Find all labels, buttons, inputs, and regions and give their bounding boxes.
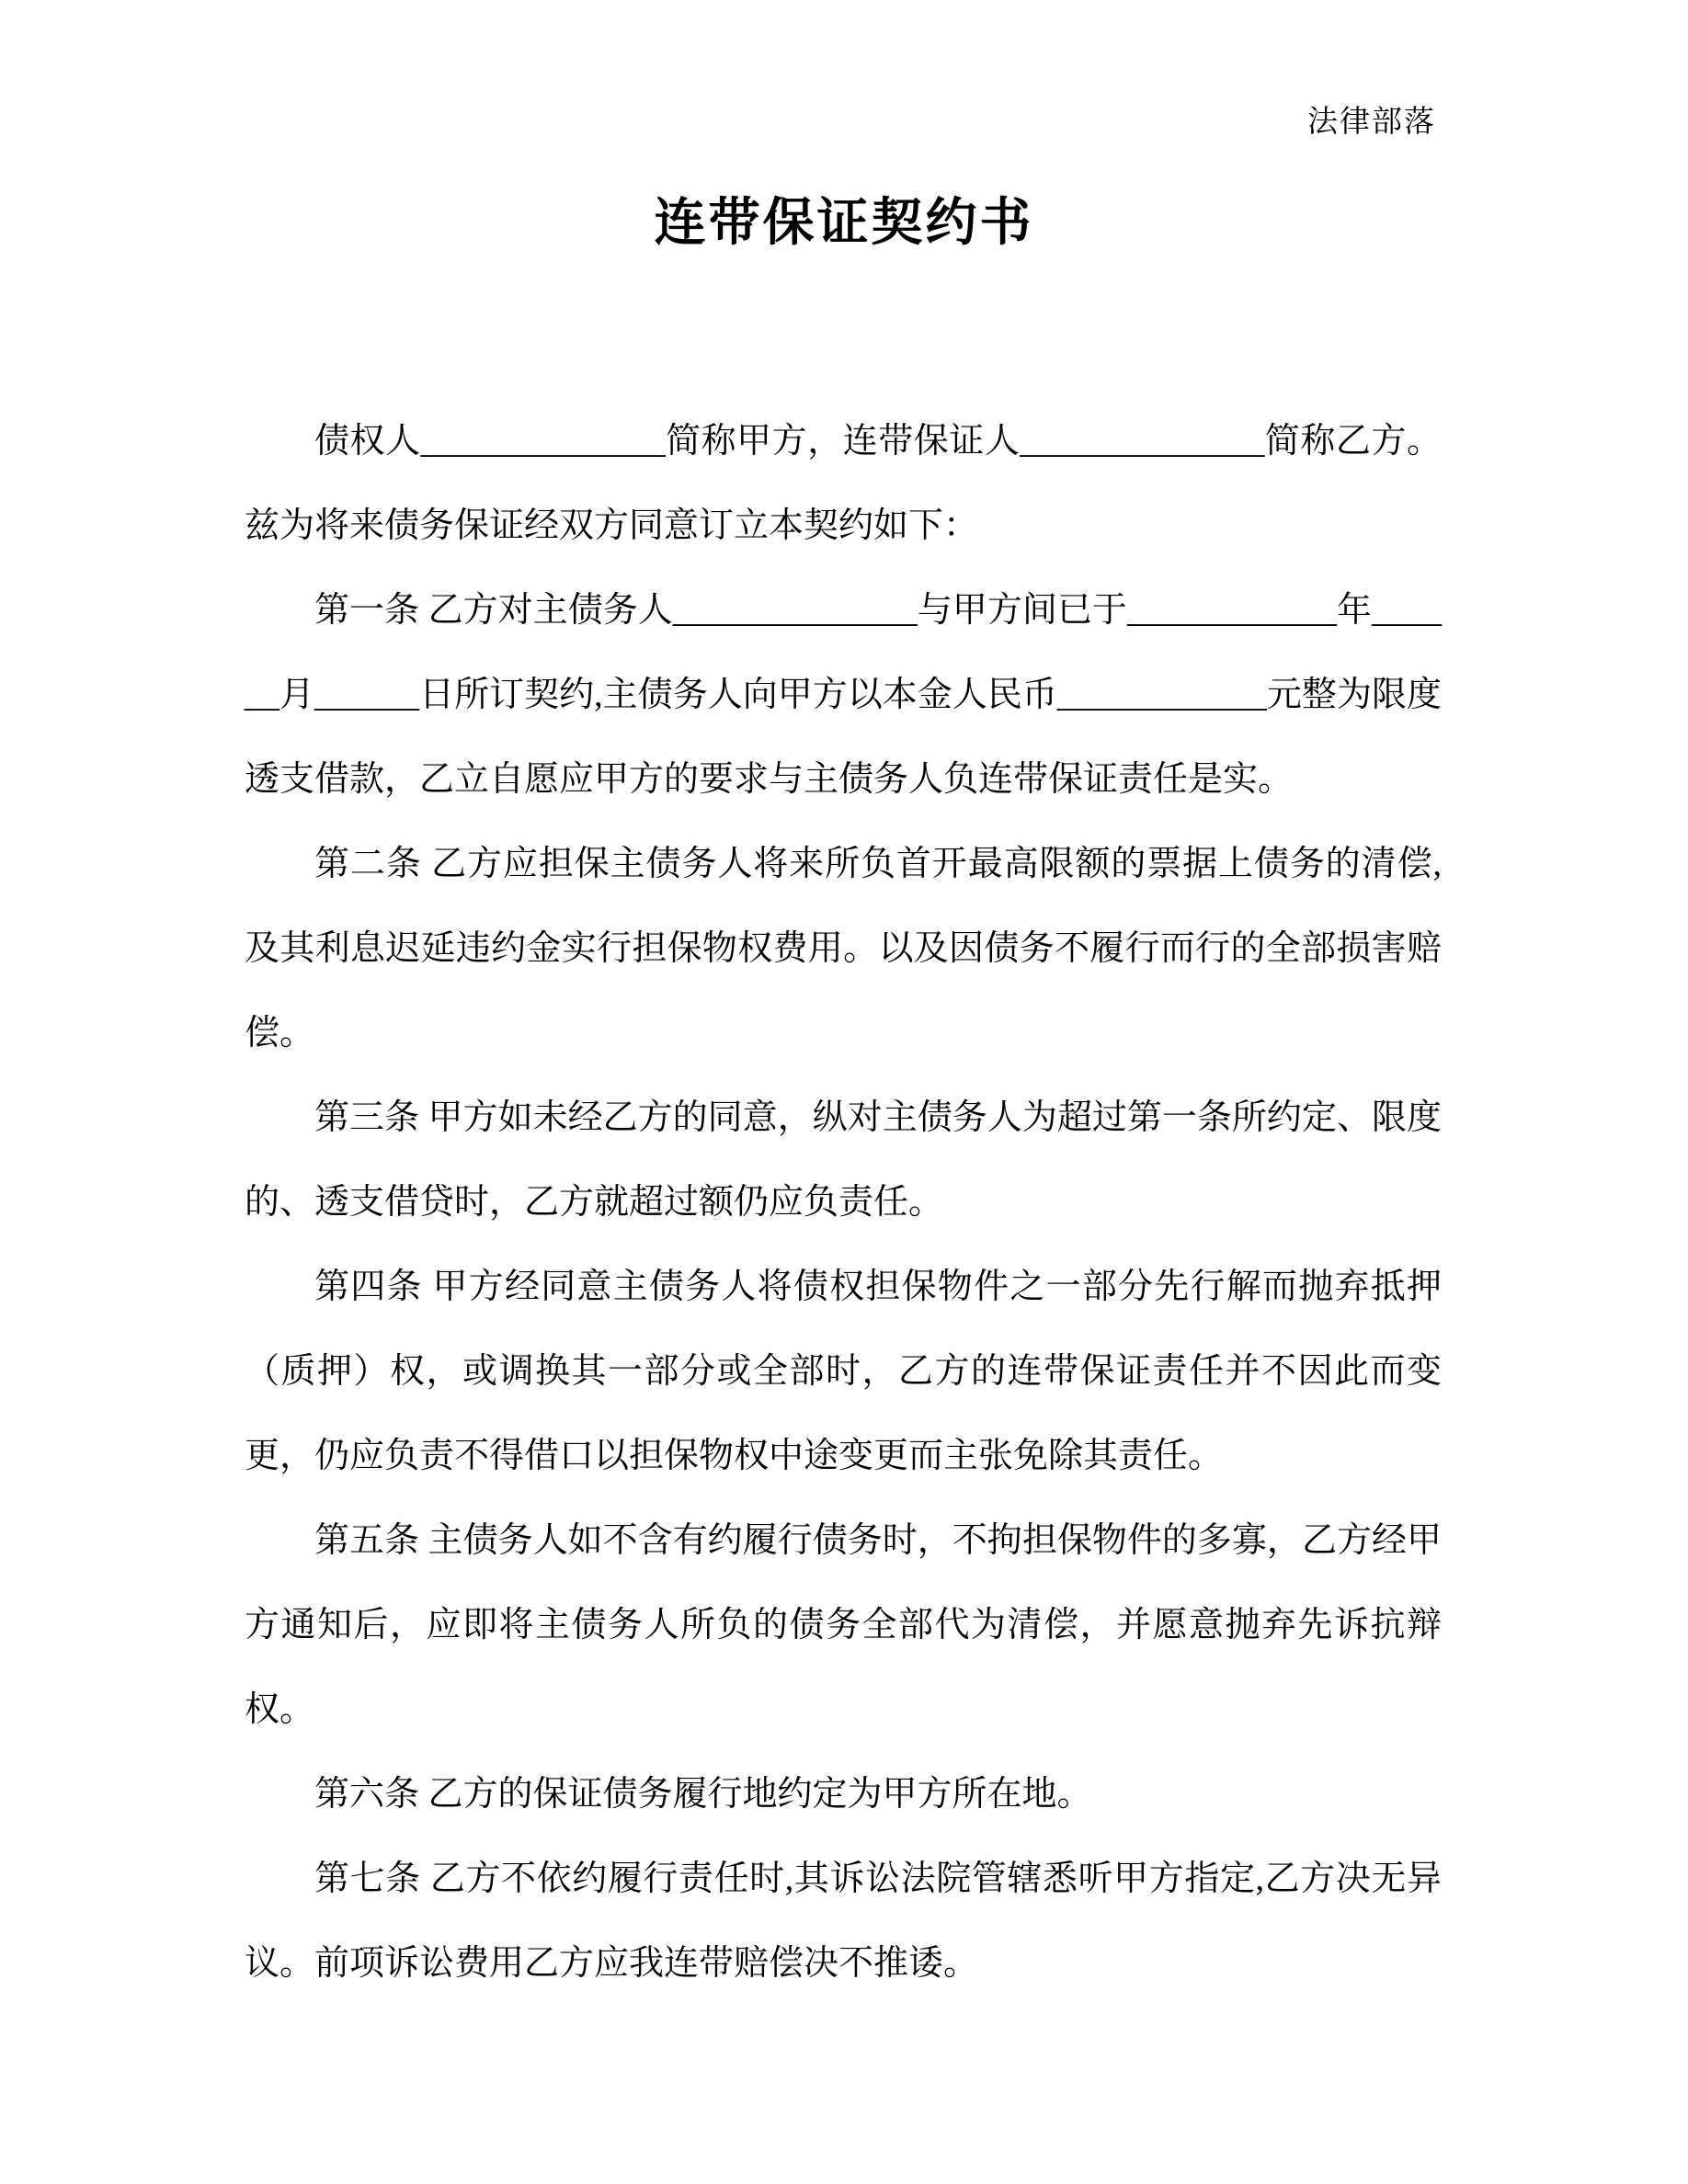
paragraph-preamble: 债权人______________简称甲方，连带保证人______________简称乙方。兹为将来债务保证经双方同意订立本契约如下：	[245, 422, 1442, 545]
paragraph-article-1: 第一条 乙方对主债务人______________与甲方间已于____________年______月______日所订契约,主债务人向甲方以本金人民币____________元整为限度透支借款，乙立自愿应甲方的要求与主债务人负连带保证责任是实。	[245, 591, 1442, 799]
paragraph-article-3: 第三条 甲方如未经乙方的同意，纵对主债务人为超过第一条所约定、限度的、透支借贷时，乙方就超过额仍应负责任。	[245, 1098, 1442, 1222]
document-title: 连带保证契约书	[654, 195, 1034, 252]
paragraph-article-7: 第七条 乙方不依约履行责任时,其诉讼法院管辖悉听甲方指定,乙方决无异议。前项诉讼费用乙方应我连带赔偿决不推诿。	[245, 1860, 1442, 1983]
paragraph-article-5: 第五条 主债务人如不含有约履行债务时，不拘担保物件的多寡，乙方经甲方通知后，应即将主债务人所负的债务全部代为清偿，并愿意抛弃先诉抗辩权。	[245, 1521, 1442, 1729]
document-body	[245, 399, 1442, 2006]
paragraph-article-6: 第六条 乙方的保证债务履行地约定为甲方所在地。	[314, 1775, 1092, 1814]
paragraph-article-2: 第二条 乙方应担保主债务人将来所负首开最高限额的票据上债务的清偿,及其利息迟延违约金实行担保物权费用。以及因债务不履行而行的全部损害赔偿。	[245, 845, 1442, 1052]
paragraph-article-4: 第四条 甲方经同意主债务人将债权担保物件之一部分先行解而抛弃抵押（质押）权，或调换其一部分或全部时，乙方的连带保证责任并不因此而变更，仍应负责不得借口以担保物权中途变更而主张免除其责任。	[245, 1268, 1442, 1475]
watermark-label: 法律部落	[1307, 106, 1436, 139]
